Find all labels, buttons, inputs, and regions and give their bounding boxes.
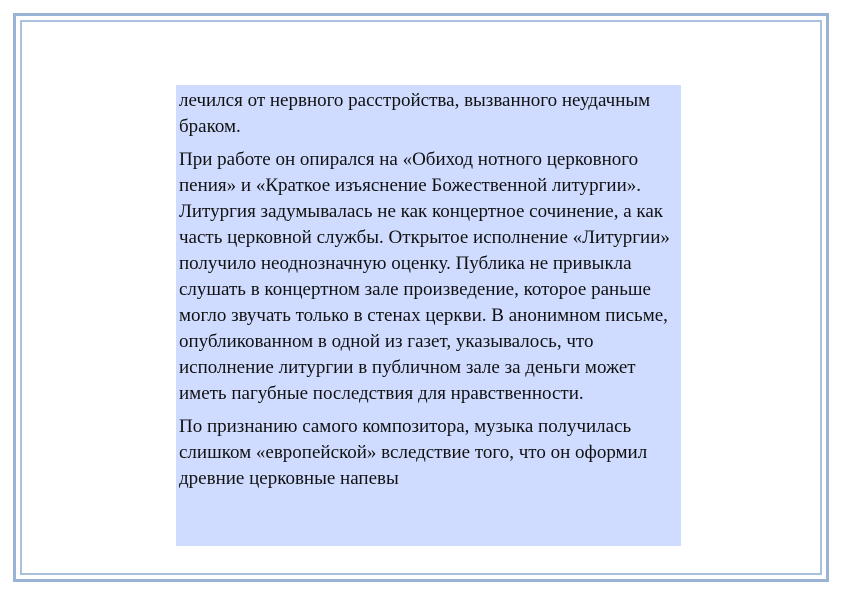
paragraph-1: лечился от нервного расстройства, вызванного неудачным браком. bbox=[179, 90, 651, 137]
paragraph-3: По признанию самого композитора, музыка получилась слишком «европейской» вследствие того, что он оформил древние церковные напевы bbox=[179, 416, 648, 489]
paragraph-2: При работе он опирался на «Обиход нотного церковного пения» и «Краткое изъяснение Божественной литургии». Литургия задумывалась не как концертное сочинение, а как часть церковной службы. Открытое исполнение «Литургии» получило неоднозначную оценку. Публика не привыкла слушать в концертном зале произведение, которое раньше могло звучать только в стенах церкви. В анонимном письме, опубликованном в одной из газет, указывалось, что исполнение литургии в публичном зале за деньги может иметь пагубные последствия для нравственности. bbox=[179, 149, 670, 404]
highlighted-text-block bbox=[176, 85, 681, 546]
